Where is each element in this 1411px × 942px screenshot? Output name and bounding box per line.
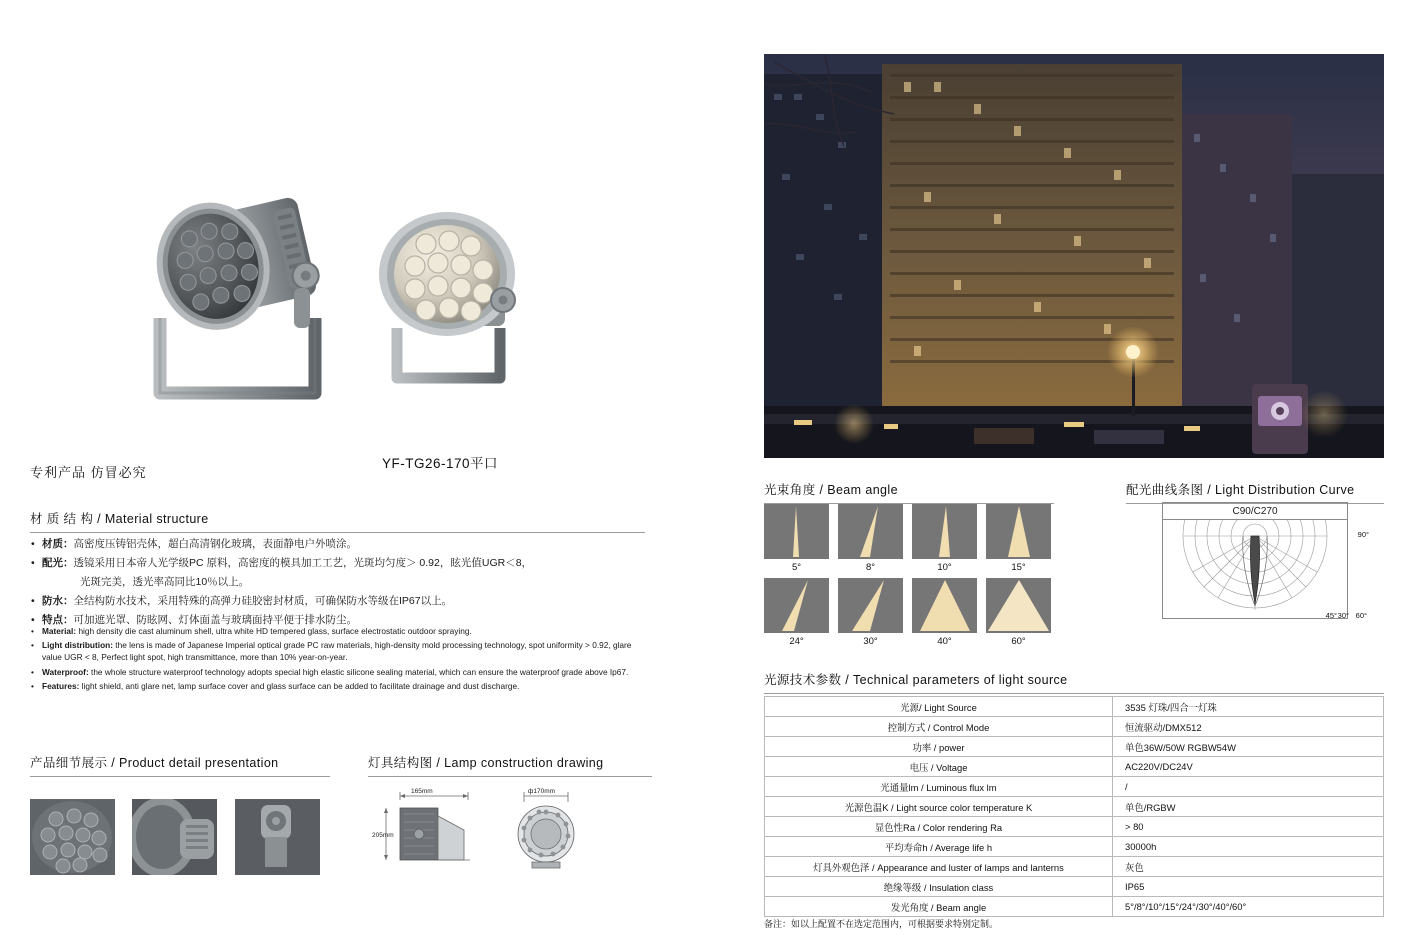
bullet-cn-material <box>30 535 655 553</box>
beam-box-15 <box>986 504 1051 559</box>
beam-box-40 <box>912 578 977 633</box>
beam-label-30: 30° <box>863 636 878 647</box>
curve-label-90: 90° <box>1357 530 1369 539</box>
beam-cell-15[interactable] <box>986 504 1051 578</box>
tech-value: AC220V/DC24V <box>1113 757 1384 777</box>
bullet-cn-waterproof-label: 防水： <box>42 595 74 607</box>
table-note: 备注：如以上配置不在选定范围内，可根据要求特别定制。 <box>764 919 999 929</box>
detail-rule <box>30 776 330 777</box>
detail-presentation-heading <box>30 753 330 777</box>
tech-value: 5°/8°/10°/15°/24°/30°/40°/60° <box>1113 897 1384 917</box>
tech-key: 光通量lm / Luminous flux lm <box>765 777 1113 797</box>
beam-label-40: 40° <box>937 636 952 647</box>
bullet-cn-features-text: 可加遮光罩、防眩网、灯体面盖与玻璃面持平便于排水防尘。 <box>73 614 357 626</box>
table-row <box>765 857 1384 877</box>
beam-cell-30[interactable] <box>838 578 903 652</box>
curve-plane-label: C90/C270 <box>1162 502 1348 519</box>
right-column <box>748 0 1411 942</box>
bullet-en-light-label: Light distribution: <box>42 640 113 651</box>
tech-params-title: 光源技术参数 / Technical parameters of light source <box>764 673 1068 687</box>
beam-label-8: 8° <box>865 562 876 573</box>
curve-plot <box>1162 519 1369 620</box>
tech-key: 电压 / Voltage <box>765 757 1113 777</box>
table-row <box>765 897 1384 917</box>
curve-label-60: 60° <box>1355 611 1367 620</box>
beam-cell-10[interactable] <box>912 504 977 578</box>
tech-key: 控制方式 / Control Mode <box>765 717 1113 737</box>
curve-label-30: 30° <box>1337 611 1349 620</box>
beam-label-5: 5° <box>791 562 802 573</box>
bullet-cn-material-label: 材质： <box>42 538 74 550</box>
bullet-en-features-label: Features: <box>42 680 80 691</box>
bullet-en-waterproof-label: Waterproof: <box>42 666 89 677</box>
bullet-cn-waterproof <box>30 592 655 610</box>
tech-value: 灰色 <box>1113 857 1384 877</box>
bullet-cn-light-text: 透镜采用日本帝人光学级PC 原料，高密度的模具加工工艺，光斑均匀度＞ 0.92，眩光值UGR＜8， <box>73 557 533 569</box>
bullet-en-features <box>30 680 645 692</box>
bullet-en-features-text: light shield, anti glare net, lamp surface cover and glass surface can be added to facilitate drainage and dust discharge. <box>81 680 520 691</box>
tech-value: 单色36W/50W RGBW54W <box>1113 737 1384 757</box>
light-distribution-curve <box>1126 502 1384 619</box>
beam-cell-8[interactable] <box>838 504 903 578</box>
material-structure-title: 材 质 结 构 / Material structure <box>30 512 209 526</box>
beam-cell-24[interactable] <box>764 578 829 652</box>
detail-thumb-1[interactable] <box>30 799 115 875</box>
tech-params-heading <box>764 670 1384 694</box>
table-row <box>765 797 1384 817</box>
table-row <box>765 877 1384 897</box>
bullet-en-light-text: the lens is made of Japanese Imperial optical grade PC raw materials, high-density mold processing technology, spot uniformity > 0.92, glare value UGR < 8, Perfect light spot, high transmittance, more than 10% year-on-year. <box>42 640 632 663</box>
tech-key: 平均寿命h / Average life h <box>765 837 1113 857</box>
curve-label-45: 45° <box>1325 611 1337 620</box>
product-photos <box>30 150 670 440</box>
bullet-en-material-text: high density die cast aluminum shell, ultra white HD tempered glass, surface electrostatic outdoor spraying. <box>78 626 472 636</box>
bullet-cn-light-cont <box>30 573 655 591</box>
tech-value: 单色/RGBW <box>1113 797 1384 817</box>
material-bullets-en <box>30 625 645 694</box>
beam-box-60 <box>986 578 1051 633</box>
beam-label-15: 15° <box>1011 562 1026 573</box>
table-row <box>765 837 1384 857</box>
tech-key: 发光角度 / Beam angle <box>765 897 1113 917</box>
beam-row-2 <box>764 578 1054 652</box>
tech-value: 30000h <box>1113 837 1384 857</box>
lamp-illustrations <box>30 150 670 440</box>
beam-label-24: 24° <box>789 636 804 647</box>
construction-drawings <box>372 786 652 878</box>
beam-box-24 <box>764 578 829 633</box>
beam-cell-5[interactable] <box>764 504 829 578</box>
bullet-en-waterproof-text: the whole structure waterproof technology adopts special high elastic silicone sealing material, which can ensure the waterproof grade above Ip67. <box>91 666 629 677</box>
bullet-en-material-label: Material: <box>42 626 77 636</box>
table-row <box>765 697 1384 717</box>
beam-row-1 <box>764 504 1054 578</box>
material-bullets-cn <box>30 535 655 630</box>
material-structure-heading <box>30 509 645 533</box>
table-row <box>765 817 1384 837</box>
detail-thumb-3[interactable] <box>235 799 320 875</box>
detail-thumbnails <box>30 799 350 875</box>
bullet-cn-light-label: 配光： <box>42 557 74 569</box>
table-row <box>765 757 1384 777</box>
bullet-cn-material-text: 高密度压铸铝壳体，超白高清钢化玻璃，表面静电户外喷涂。 <box>73 538 357 550</box>
application-photo <box>764 54 1384 458</box>
drawing-diameter-dim: ф170mm <box>528 788 556 795</box>
beam-angle-heading <box>764 480 1054 504</box>
material-rule <box>30 532 645 533</box>
tech-key: 光源/ Light Source <box>765 697 1113 717</box>
bullet-en-waterproof <box>30 666 645 678</box>
lamp-drawing-heading <box>368 753 652 777</box>
tech-params-table <box>764 696 1384 917</box>
beam-cell-60[interactable] <box>986 578 1051 652</box>
beam-label-10: 10° <box>937 562 952 573</box>
lamp-drawing-title: 灯具结构图 / Lamp construction drawing <box>368 756 604 770</box>
light-curve-heading <box>1126 480 1384 504</box>
bullet-en-light <box>30 639 645 663</box>
tech-key: 显色性Ra / Color rendering Ra <box>765 817 1113 837</box>
drawing-rule <box>368 776 652 777</box>
tech-value: > 80 <box>1113 817 1384 837</box>
tech-value: 3535 灯珠/四合一灯珠 <box>1113 697 1384 717</box>
table-row <box>765 717 1384 737</box>
tech-value: / <box>1113 777 1384 797</box>
light-curve-title: 配光曲线条图 / Light Distribution Curve <box>1126 483 1355 497</box>
table-row <box>765 777 1384 797</box>
beam-box-8 <box>838 504 903 559</box>
beam-cell-40[interactable] <box>912 578 977 652</box>
bullet-cn-features-label: 特点： <box>42 614 74 626</box>
beam-box-10 <box>912 504 977 559</box>
table-row <box>765 737 1384 757</box>
beam-angle-title: 光束角度 / Beam angle <box>764 483 898 497</box>
bullet-en-material <box>30 625 645 637</box>
bullet-cn-light-cont-text: 光斑完美，透光率高同比10％以上。 <box>80 576 250 588</box>
beam-label-60: 60° <box>1011 636 1026 647</box>
beam-box-5 <box>764 504 829 559</box>
product-model-label: YF-TG26-170平口 <box>382 456 499 471</box>
tech-rule <box>764 693 1384 694</box>
bullet-cn-waterproof-text: 全结构防水技术，采用特殊的高弹力硅胶密封材质，可确保防水等级在IP67以上。 <box>73 595 453 607</box>
drawing-width-dim: 165mm <box>411 788 433 795</box>
tech-value: IP65 <box>1113 877 1384 897</box>
patent-text: 专利产品 仿冒必究 <box>30 465 147 480</box>
tech-key: 绝缘等级 / Insulation class <box>765 877 1113 897</box>
beam-angle-grid <box>764 504 1054 652</box>
tech-value: 恒流驱动/DMX512 <box>1113 717 1384 737</box>
drawing-height-dim: 205mm <box>372 832 394 839</box>
beam-box-30 <box>838 578 903 633</box>
tech-key: 功率 / power <box>765 737 1113 757</box>
tech-key: 光源色温K / Light source color temperature K <box>765 797 1113 817</box>
bullet-cn-light <box>30 554 655 572</box>
detail-thumb-2[interactable] <box>132 799 217 875</box>
detail-presentation-title: 产品细节展示 / Product detail presentation <box>30 756 279 770</box>
tech-key: 灯具外观色泽 / Appearance and luster of lamps and lanterns <box>765 857 1113 877</box>
